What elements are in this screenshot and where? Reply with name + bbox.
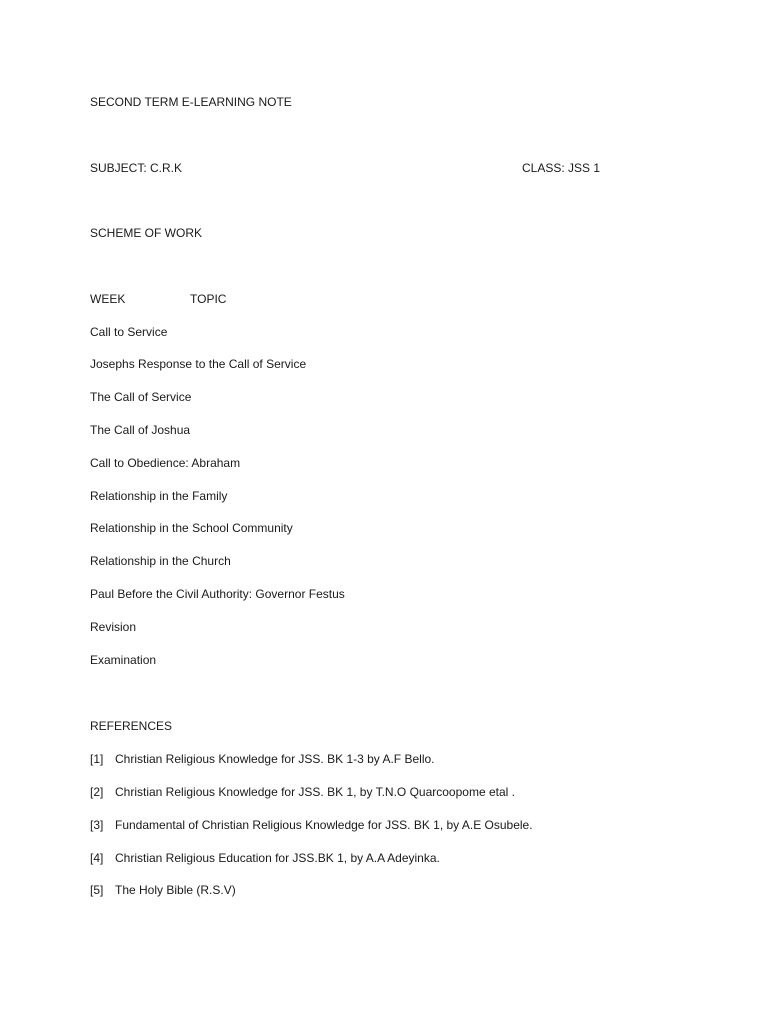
reference-number: [1]: [90, 752, 104, 766]
reference-item: [90, 785, 515, 799]
week-column-header: WEEK: [90, 292, 126, 306]
reference-text: Christian Religious Knowledge for JSS. BK 1-3 by A.F Bello.: [115, 752, 435, 766]
class-label: CLASS: JSS 1: [522, 161, 601, 175]
reference-number: [2]: [90, 785, 104, 799]
reference-item: [90, 851, 440, 865]
reference-item: [90, 752, 435, 766]
topic-column-header: TOPIC: [190, 292, 227, 306]
reference-text: The Holy Bible (R.S.V): [115, 883, 236, 897]
topic-item: The Call of Joshua: [90, 423, 191, 437]
reference-number: [4]: [90, 851, 104, 865]
reference-number: [3]: [90, 818, 104, 832]
reference-text: Christian Religious Education for JSS.BK 1, by A.A Adeyinka.: [115, 851, 440, 865]
reference-text: Christian Religious Knowledge for JSS. BK 1, by T.N.O Quarcoopome etal .: [115, 785, 515, 799]
topic-item: Call to Obedience: Abraham: [90, 456, 241, 470]
topic-item: Relationship in the Church: [90, 554, 231, 568]
subject-label: SUBJECT: C.R.K: [90, 161, 183, 175]
reference-item: [90, 883, 236, 897]
topic-item: Examination: [90, 653, 157, 667]
document-title: SECOND TERM E-LEARNING NOTE: [90, 95, 292, 109]
topic-item: Relationship in the School Community: [90, 521, 293, 535]
topic-item: Relationship in the Family: [90, 489, 228, 503]
topic-item: Revision: [90, 620, 137, 634]
topic-item: Call to Service: [90, 325, 168, 339]
reference-text: Fundamental of Christian Religious Knowledge for JSS. BK 1, by A.E Osubele.: [115, 818, 533, 832]
topic-item: Paul Before the Civil Authority: Governor Festus: [90, 587, 345, 601]
reference-number: [5]: [90, 883, 104, 897]
scheme-heading: SCHEME OF WORK: [90, 226, 203, 240]
topic-item: The Call of Service: [90, 390, 192, 404]
references-heading: REFERENCES: [90, 719, 173, 733]
topic-item: Josephs Response to the Call of Service: [90, 357, 307, 371]
reference-item: [90, 818, 533, 832]
